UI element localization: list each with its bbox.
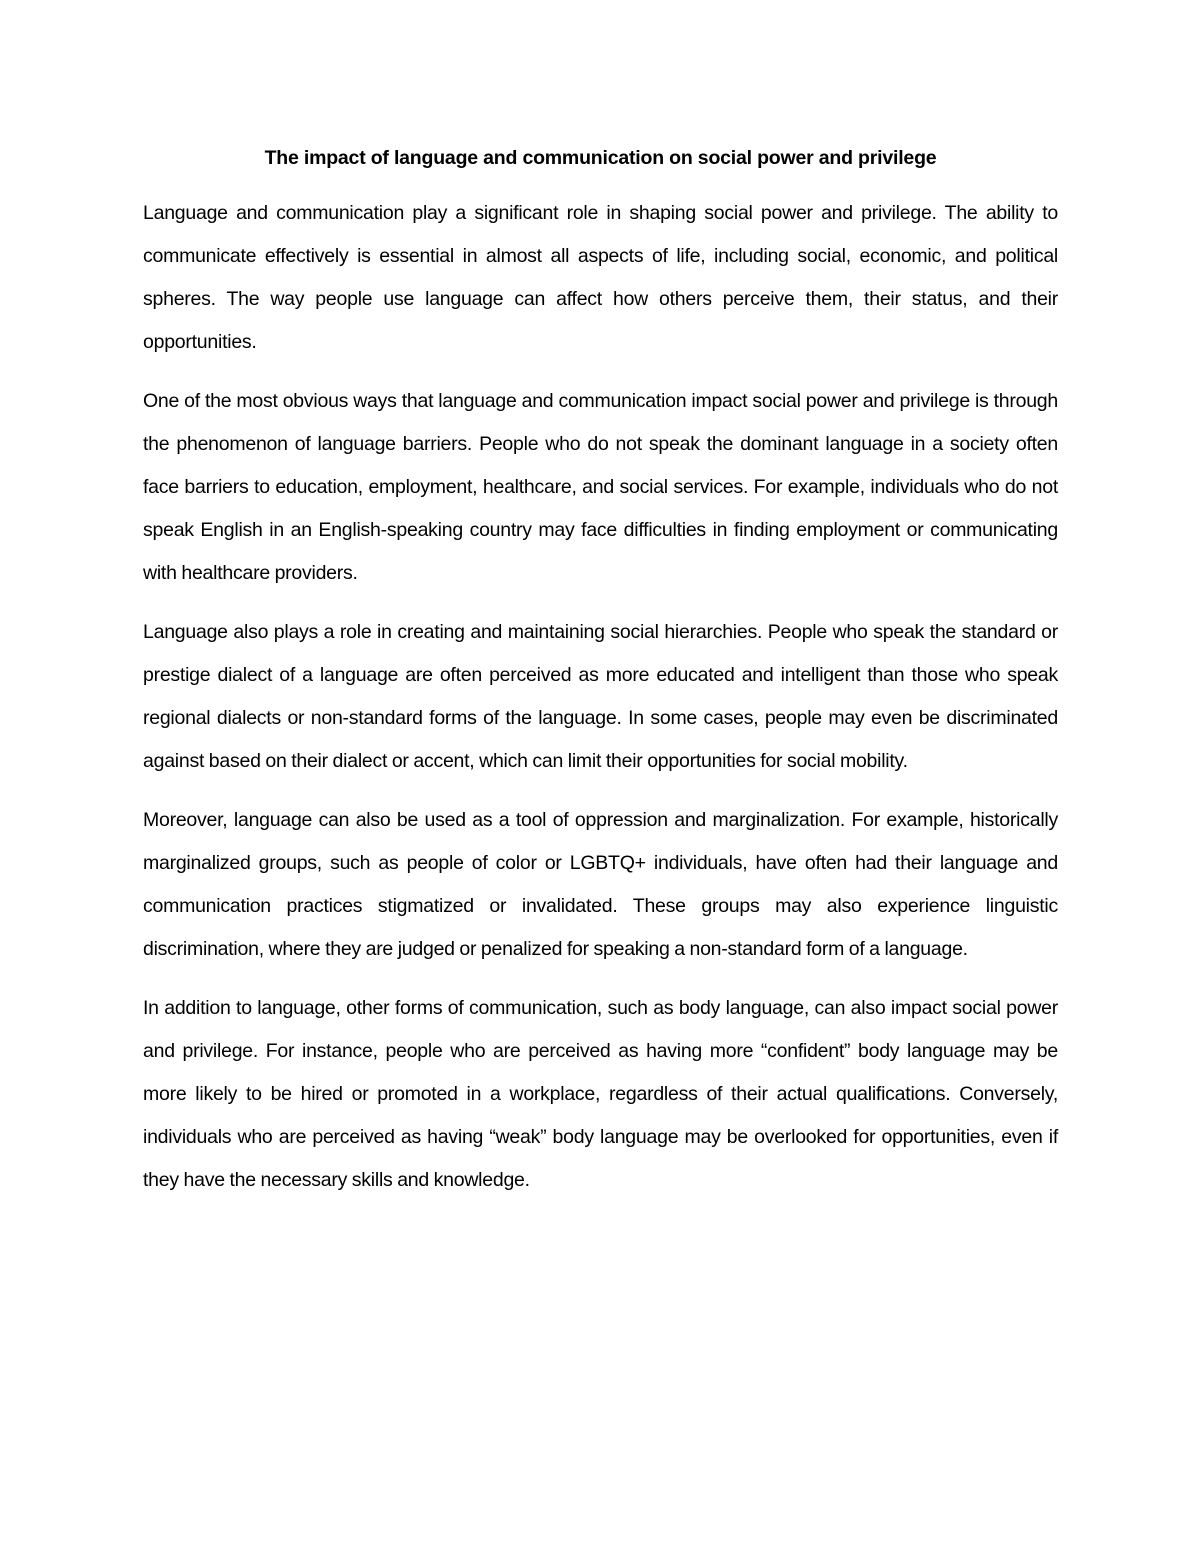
paragraph-intro: Language and communication play a significant role in shaping social power and privilege. The ability to communicate effectively is essential in almost all aspects of life, including social, economic, and political spheres. The way people use language can affect how others perceive them, their status, and their opportunities. [143,202,1058,353]
paragraph-body-language: In addition to language, other forms of communication, such as body language, can also impact social power and privilege. For instance, people who are perceived as having more “confident” body language may be more likely to be hired or promoted in a workplace, regardless of their actual qualifications. Conversely, individuals who are perceived as having “weak” body language may be overlooked for opportunities, even if they have the necessary skills and knowledge. [143,997,1058,1191]
document-title: The impact of language and communication on social power and privilege [264,147,937,169]
document-body [143,141,1058,1218]
paragraph-oppression: Moreover, language can also be used as a tool of oppression and marginalization. For example, historically marginalized groups, such as people of color or LGBTQ+ individuals, have often had their language and communication practices stigmatized or invalidated. These groups may also experience linguistic discrimination, where they are judged or penalized for speaking a non-standard form of a language. [143,809,1058,960]
paragraph-language-barriers: One of the most obvious ways that language and communication impact social power and privilege is through the phenomenon of language barriers. People who do not speak the dominant language in a society often face barriers to education, employment, healthcare, and social services. For example, individuals who do not speak English in an English-speaking country may face difficulties in finding employment or communicating with healthcare providers. [143,390,1058,584]
paragraph-social-hierarchies: Language also plays a role in creating and maintaining social hierarchies. People who speak the standard or prestige dialect of a language are often perceived as more educated and intelligent than those who speak regional dialects or non-standard forms of the language. In some cases, people may even be discriminated against based on their dialect or accent, which can limit their opportunities for social mobility. [143,621,1058,772]
